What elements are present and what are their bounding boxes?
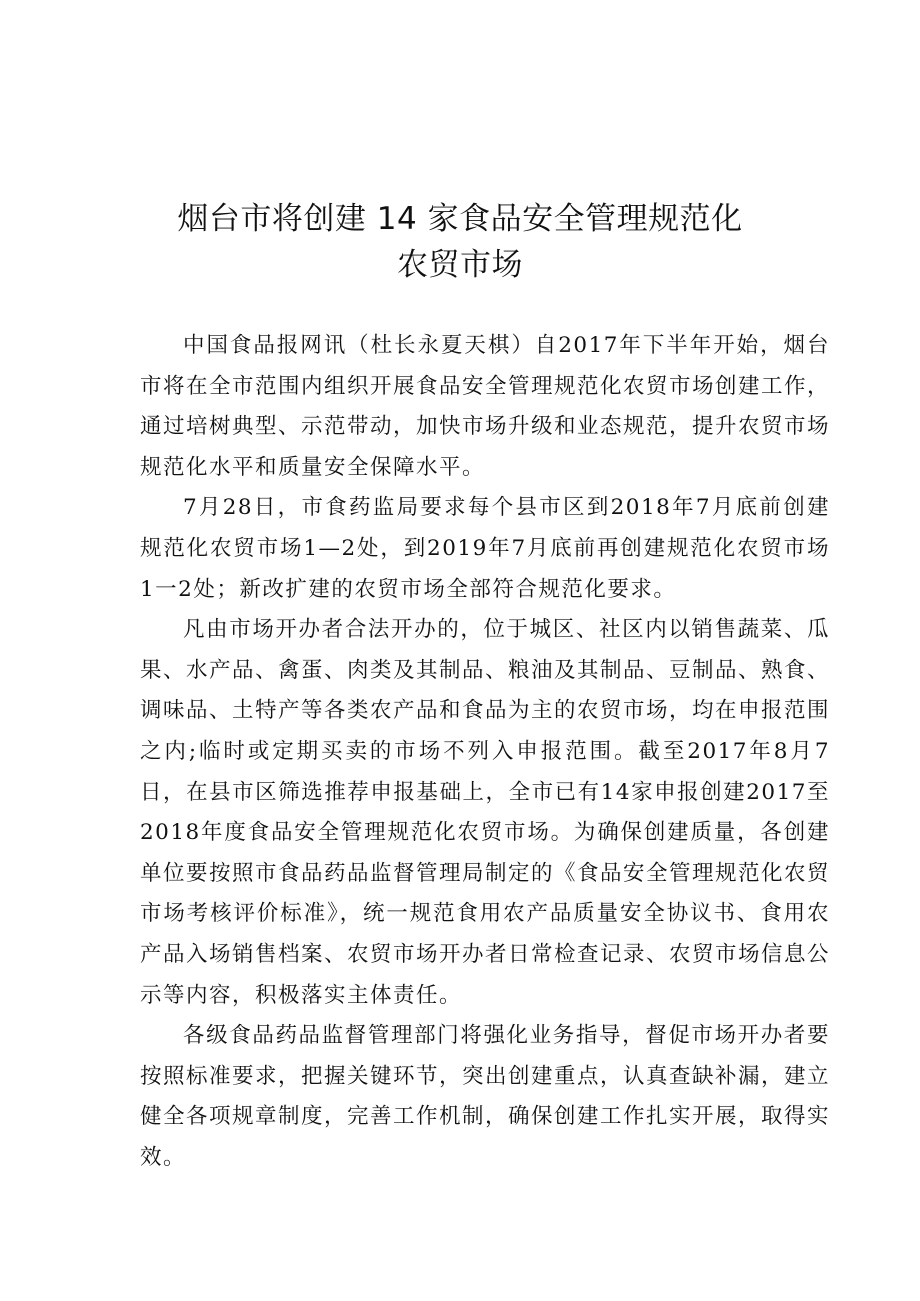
document-title-line-1: 烟台市将创建 14 家食品安全管理规范化 [177,201,743,237]
paragraph-1: 中国食品报网讯（杜长永夏天棋）自2017年下半年开始，烟台市将在全市范围内组织开展食品安全管理规范化农贸市场创建工作，通过培树典型、示范带动，加快市场升级和业态规范，提升农贸市场规范化水平和质量安全保障水平。 [140,333,831,480]
paragraph-3: 凡由市场开办者合法开办的，位于城区、社区内以销售蔬菜、瓜果、水产品、禽蛋、肉类及其制品、粮油及其制品、豆制品、熟食、调味品、土特产等各类农产品和食品为主的农贸市场，均在申报范围之内;临时或定期买卖的市场不列入申报范围。截至2017年8月7日，在县市区筛选推荐申报基础上，全市已有14家申报创建2017至2018年度食品安全管理规范化农贸市场。为确保创建质量，各创建单位要按照市食品药品监督管理局制定的《食品安全管理规范化农贸市场考核评价标准》，统一规范食用农产品质量安全协议书、食用农产品入场销售档案、农贸市场开办者日常检查记录、农贸市场信息公示等内容，积极落实主体责任。 [140,617,831,1008]
paragraph-4: 各级食品药品监督管理部门将强化业务指导，督促市场开办者要按照标准要求，把握关键环节，突出创建重点，认真查缺补漏，建立健全各项规章制度，完善工作机制，确保创建工作扎实开展，取得实效。 [140,1023,831,1170]
article-body [140,326,830,1178]
document-title-line-2: 农贸市场 [397,247,523,283]
paragraph-2: 7月28日，市食药监局要求每个县市区到2018年7月底前创建规范化农贸市场1—2处，到2019年7月底前再创建规范化农贸市场1一2处；新改扩建的农贸市场全部符合规范化要求。 [140,495,830,602]
